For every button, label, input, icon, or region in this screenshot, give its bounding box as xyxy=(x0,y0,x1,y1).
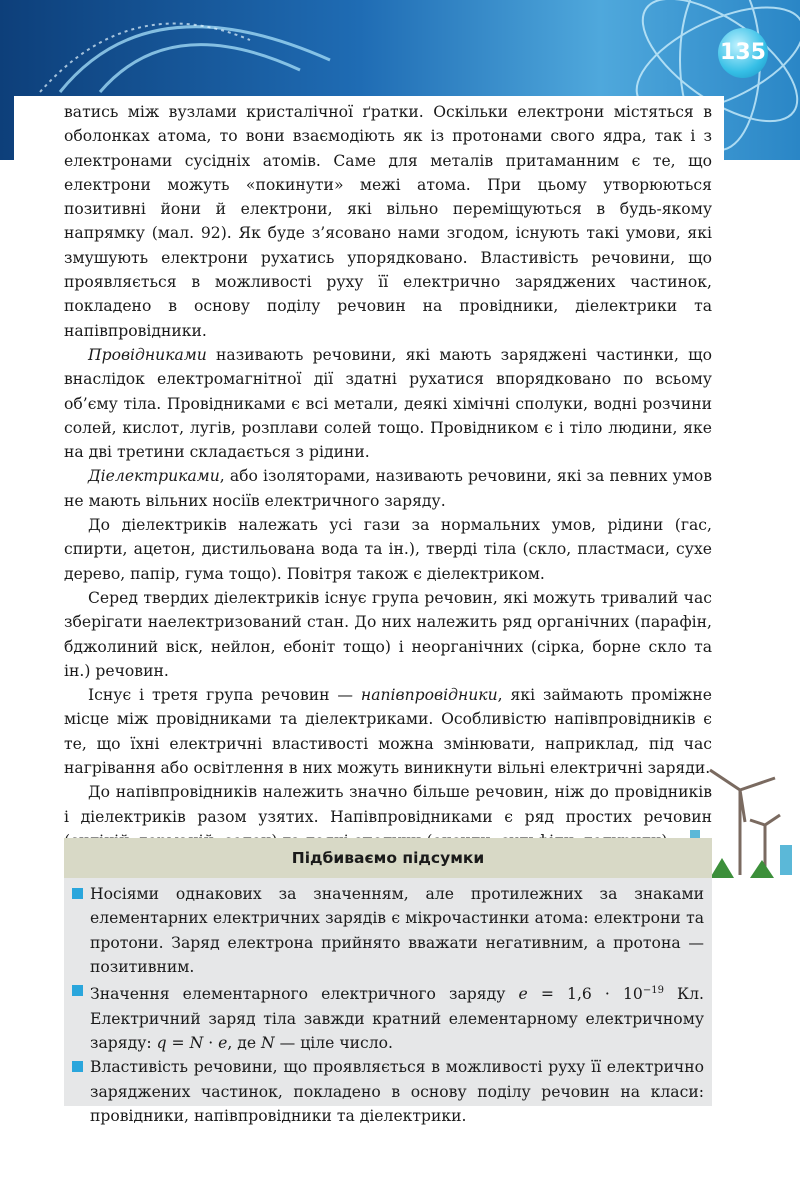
formula-text: = xyxy=(166,1033,190,1052)
summary-item-text: Властивість речовини, що проявляється в можливості руху її електрично заряджених частинок, покладено в основу поділу речовин на класи: провідники, напівпровідники та діелектрики. xyxy=(90,1058,704,1125)
paragraph: До діелектриків належать усі гази за нормальних умов, рідини (гас, спирти, ацетон, дистильована вода та ін.), тверді тіла (скло, пластмаси, сухе дерево, папір, гума тощо). Повітря також є діелектриком. xyxy=(64,516,712,583)
summary-item xyxy=(72,1055,704,1128)
summary-item-text: Значення елементарного електричного заряду xyxy=(90,985,519,1004)
paragraph: ватись між вузлами кристалічної ґратки. Оскільки електрони містяться в оболонках атома, то вони взаємодіють як із протонами свого ядра, так і з електронами сусідніх атомів. Саме для металів притаманним є те, що електрони можуть «покинути» межі атома. При цьому утворюються позитивні йони й електрони, які вільно переміщуються в будь-якому напрямку (мал. 92). Як буде з’ясовано нами згодом, існують такі умови, які змушують електрони рухатись упорядковано. Властивість речовини, що проявляється в можливості руху її електрично заряджених частинок, покладено в основу поділу речовин на провідники, діелектрики та напівпровідники. xyxy=(64,103,712,340)
formula-var: e xyxy=(218,1033,228,1052)
formula-var: N xyxy=(189,1033,204,1052)
summary-item-text: — ціле число. xyxy=(274,1033,394,1052)
summary-item xyxy=(72,979,704,1055)
page-number: 135 xyxy=(718,28,768,78)
summary-title: Підбиваємо підсумки xyxy=(291,849,485,867)
formula-var: q xyxy=(156,1033,167,1052)
formula-var: e xyxy=(518,985,528,1004)
paragraph-text: , або ізоляторами, називають речовини, які за певних умов не мають вільних носіїв електричного заряду. xyxy=(64,467,712,510)
formula-text: · xyxy=(203,1033,219,1052)
paragraph xyxy=(64,343,712,464)
formula-text: , де xyxy=(227,1033,262,1052)
square-bullet-icon xyxy=(72,888,83,899)
paragraph: Серед твердих діелектриків існує група речовин, які можуть тривалий час зберігати наелектризований стан. До них належить ряд органічних (парафін, бджолиний віск, нейлон, ебоніт тощо) і неорганічних (сірка, борне скло та ін.) речовин. xyxy=(64,588,712,680)
term-dielectrics: Діелектриками xyxy=(88,467,220,486)
term-conductors: Провідниками xyxy=(88,345,207,364)
paragraph: До напівпровідників належить значно більше речовин, ніж до провідників і діелектриків разом узятих. Напівпровідниками є ряд простих речовин xyxy=(64,783,712,826)
paragraph-text: називають речовини, які мають заряджені частинки, що внаслідок електромагнітної дії здатні рухатися впорядковано по всьому об’єму тіла. Провідниками є всі метали, деякі хімічні сполуки, водні розчини солей, кислот, лугів, розплави солей тощо. Провідником є і тіло людини, яке на дві третини складається з рідини. xyxy=(64,345,712,462)
summary-item xyxy=(72,882,704,979)
formula-exponent: −19 xyxy=(642,985,664,997)
formula-text: = 1,6 · 10 xyxy=(527,985,643,1004)
main-text xyxy=(64,100,712,853)
paragraph xyxy=(64,464,712,513)
summary-item-text: Носіями однакових за значенням, але протилежних за знаками елементарних електричних зарядів є мікрочастинки атома: електрони та протони. Заряд електрона прийнято вважати негативним, а протона — позитивним. xyxy=(90,885,704,976)
paragraph-text: , які займають проміжне місце між провідниками та діелектриками. Особливістю напівпровідників є те, що їхні електричні властивості можна змінювати, наприклад, під час нагрівання або освітлення в них можуть виникнути вільні електричні заряди. xyxy=(64,686,713,778)
square-bullet-icon xyxy=(72,1061,83,1072)
term-semiconductors: напівпровідники xyxy=(360,686,498,705)
formula-var: N xyxy=(261,1033,275,1052)
square-bullet-icon xyxy=(72,985,83,996)
summary-list xyxy=(72,882,704,1128)
paragraph-text: Існує і третя група речовин — xyxy=(88,686,361,705)
summary-item-text: Кл. Електричний заряд тіла завжди кратний елементарному електричному заряду: xyxy=(90,985,704,1052)
